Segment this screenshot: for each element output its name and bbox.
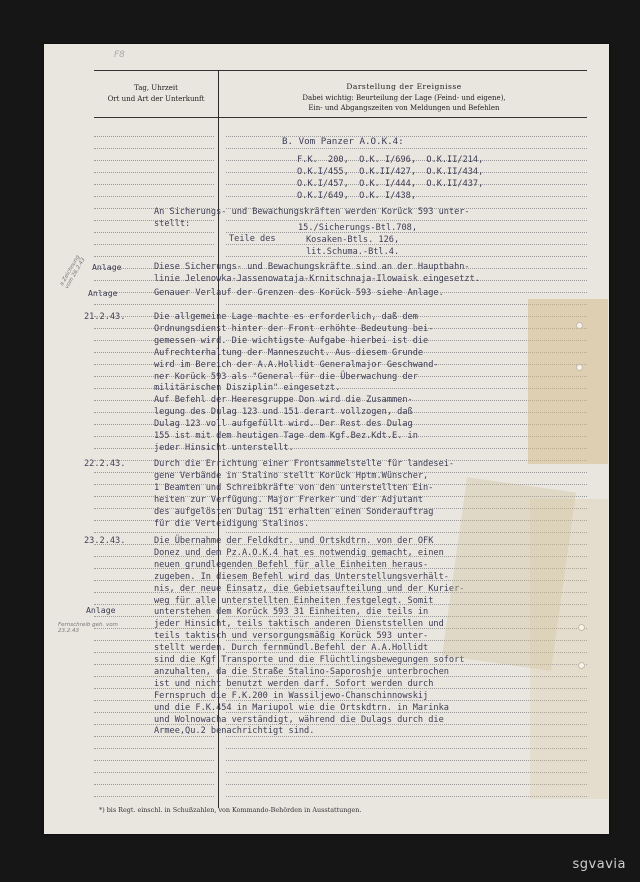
entry-1-line: ner Korück 593 als "General für die Überwachung der xyxy=(154,371,418,382)
entry-1-date: 21.2.43. xyxy=(84,312,126,322)
header-top-rule xyxy=(94,70,587,71)
unit-line-2: O.K.I/455, O.K.II/427, O.K.II/434, xyxy=(297,167,484,177)
margin-note-1: a Zeichnung vom 26.2.43 xyxy=(59,254,87,290)
entry-3-line: zugeben. In diesem Befehl wird das Unterstellungsverhält- xyxy=(154,571,449,582)
entry-1-line: Auf Befehl der Heeresgruppe Don wird die Zusammen- xyxy=(154,395,413,406)
entry-1-line: Aufrechterhaltung der Manneszucht. Aus diesem Grunde xyxy=(154,347,424,358)
entry-1-line: Ordnungsdienst hinter der Front erhöhte Bedeutung bei- xyxy=(154,323,434,334)
document-page xyxy=(44,44,609,834)
pencil-mark: F8 xyxy=(114,50,125,60)
entry-3-line: Donez und dem Pz.A.O.K.4 hat es notwendig gemacht, einen xyxy=(154,547,444,558)
entry-1-line: gemessen wird. Die wichtigste Aufgabe hierbei ist die xyxy=(154,335,429,346)
entry-3-line: Die Übernahme der Feldkdtr. und Ortskdtrn. von der OFK xyxy=(154,536,434,546)
anlage-label-3: Anlage xyxy=(86,605,116,615)
entry-2-line: 1 Beamten und Schreibkräfte von den unterstellten Ein- xyxy=(154,482,434,493)
entry-1-line: wird im Bereich der A.A.Hollidt Generalmajor Geschwand- xyxy=(154,359,439,370)
entry-2-date: 22.2.43. xyxy=(84,459,126,469)
entry-3-line: und Wolnowacha verständigt, während die Dulags durch die xyxy=(154,714,444,725)
entry-2-line: heiten zur Verfügung. Major Frerker und der Adjutant xyxy=(154,494,424,505)
header-right xyxy=(224,82,584,114)
entry-3-line: ist und nicht benutzt werden darf. Sofort werden durch xyxy=(154,678,434,689)
entry-3-line: weg für alle unterstellten Einheiten festgelegt. Somit xyxy=(154,595,434,606)
entry-2-line: für die Verteidigung Stalinos. xyxy=(154,518,310,529)
teile-des: Teile des xyxy=(229,234,276,244)
entry-3-line: teils taktisch und versorgungsmäßig Korück 593 unter- xyxy=(154,631,429,642)
security-intro-2: stellt: xyxy=(154,219,191,229)
entry-3-line: Armee,Qu.2 benachrichtigt sind. xyxy=(154,726,315,737)
entry-3-line: neuen grundlegenden Befehl für alle Einheiten heraus- xyxy=(154,559,429,570)
entry-2-line: des aufgelösten Dulag 151 erhalten einen Sonderauftrag xyxy=(154,506,434,517)
header-right-line2: Dabei wichtig: Beurteilung der Lage (Feind- und eigene), xyxy=(302,93,506,102)
anlage-label-2: Anlage xyxy=(88,288,118,298)
entry-3-line: nis, der neue Einsatz, die Gebietsaufteilung und der Kurier- xyxy=(154,583,465,594)
footnote: *) bis Regt. einschl. in Schußzahlen, von Kommando-Behörden in Ausstattungen. xyxy=(99,806,362,814)
entry-1-line: legung des Dulag 123 und 151 derart vollzogen, daß xyxy=(154,407,413,418)
punch-hole xyxy=(578,662,585,669)
header-left-line1: Tag, Uhrzeit xyxy=(134,84,178,92)
anlage-para-1: Diese Sicherungs- und Bewachungskräfte sind an der Hauptbahn- xyxy=(154,262,470,272)
entry-1-line: 155 ist mit dem heutigen Tage dem Kgf.Bez.Kdt.E. in xyxy=(154,431,418,441)
header-right-line1: Darstellung der Ereignisse xyxy=(346,82,462,91)
security-intro-1: An Sicherungs- und Bewachungskräften werden Korück 593 unter- xyxy=(154,207,470,217)
entry-3-line: und die F.K.454 in Mariupol wie die Ortskdtrn. in Marinka xyxy=(154,702,449,713)
entry-3-line: jeder Hinsicht, teils taktisch anderen Dienststellen und xyxy=(154,619,444,630)
entry-3-line: sind die Kgf.Transporte und die Flüchtlingsbewegungen sofort xyxy=(154,655,465,665)
entry-2-line: gene Verbände in Stalino stellt Korück Hptm.Wünscher, xyxy=(154,470,429,481)
entry-3-line: stellt werden. Durch fernmündl.Befehl der A.A.Hollidt xyxy=(154,643,429,654)
header-left-line2: Ort und Art der Unterkunft xyxy=(107,95,205,103)
border-line: Genauer Verlauf der Grenzen des Korück 593 siehe Anlage. xyxy=(154,288,444,298)
punch-hole xyxy=(576,322,583,329)
entry-3-line: unterstehen dem Korück 593 31 Einheiten, die teils in xyxy=(154,607,429,618)
entry-3-line: anzuhalten, da die Straße Stalino-Saporoshje unterbrochen xyxy=(154,666,449,677)
entry-2-line: Durch die Errichtung einer Frontsammelstelle für landesei- xyxy=(154,459,455,469)
entry-1-line: militärischen Disziplin" eingesetzt. xyxy=(154,383,341,394)
margin-note-2: Fernschreib geh. vom 23.2.43 xyxy=(58,622,118,634)
anlage-para-2: linie Jelenowka-Jassenowataja-Krnitschnaja-Ilowaisk eingesetzt. xyxy=(154,274,480,284)
tape-strip-bottom xyxy=(530,499,608,799)
security-unit-2: Kosaken-Btls. 126, xyxy=(306,235,400,245)
anlage-label-1: Anlage xyxy=(92,262,122,272)
header-left xyxy=(96,83,216,105)
watermark: sgvavia xyxy=(572,857,626,872)
tape-strip-top xyxy=(528,299,608,464)
entry-3-date: 23.2.43. xyxy=(84,536,126,546)
security-unit-3: lit.Schuma.-Btl.4. xyxy=(306,247,400,257)
entry-1-line: Dulag 123 voll aufgefüllt wird. Der Rest des Dulag xyxy=(154,419,413,430)
header-bottom-rule xyxy=(94,117,587,118)
header-right-line3: Ein- und Abgangszeiten von Meldungen und Befehlen xyxy=(308,104,500,112)
punch-hole xyxy=(576,364,583,371)
punch-hole xyxy=(578,624,585,631)
entry-1-line: jeder Hinsicht unterstellt. xyxy=(154,442,294,453)
section-title: B. Vom Panzer A.O.K.4: xyxy=(282,136,404,147)
security-unit-1: 15./Sicherungs-Btl.708, xyxy=(298,223,417,233)
unit-line-3: O.K.I/457, O.K. I/444, O.K.II/437, xyxy=(297,179,484,189)
entry-1-line: Die allgemeine Lage machte es erforderlich, daß dem xyxy=(154,312,418,322)
unit-line-1: F.K. 200, O.K. I/696, O.K.II/214, xyxy=(297,155,484,165)
unit-line-4: O.K.I/649, O.K. I/438, xyxy=(297,191,416,201)
entry-3-line: Fernspruch die F.K.200 in Wassiljewo-Chanschinnowskij xyxy=(154,690,429,701)
